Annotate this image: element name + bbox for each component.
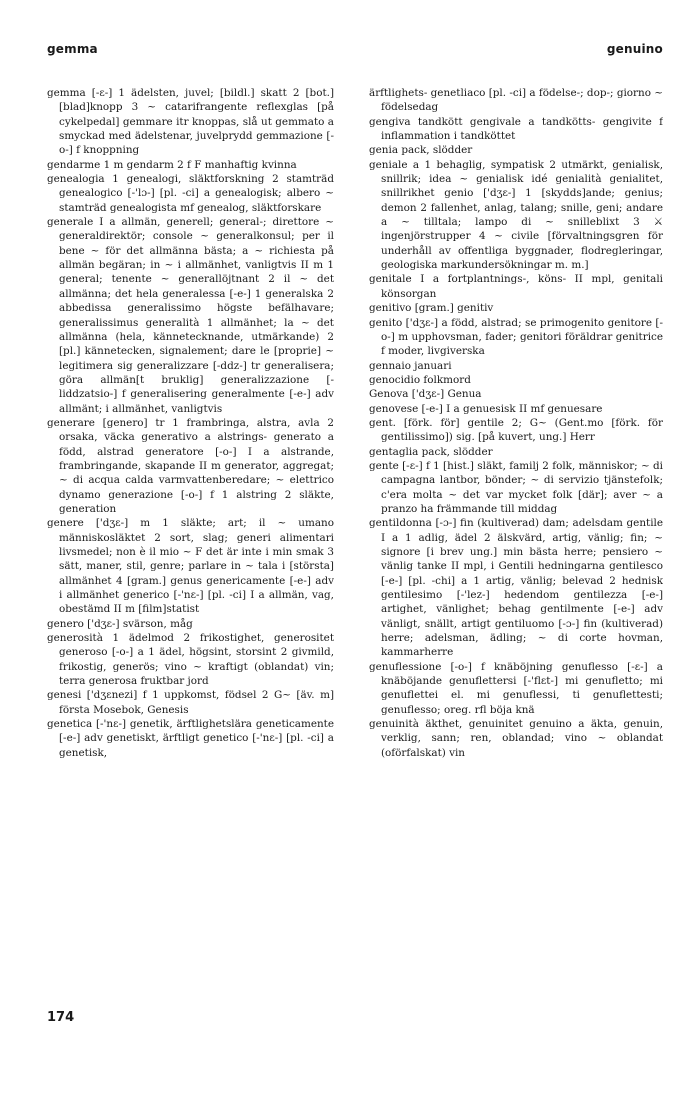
entry: gemma [-ɛ-] 1 ädelsten, juvel; [bildl.] skatt 2 [bot.] [blad]knopp 3 ~ catarifrangente reflexglas [på cykelpedal] gemmare itr knoppas, slå ut gemmato a smyckad med ädelstenar, juvelprydd gemmazione [-o-] f knoppning (47, 87, 334, 157)
entry: gendarme 1 m gendarm 2 f F manhaftig kvinna (47, 158, 297, 171)
entry: genere ['dʒɛ-] m 1 släkte; art; il ~ umano människosläktet 2 sort, slag; generi alimentari livsmedel; non è il mio ~ F det är inte i min smak 3 sätt, maner, stil, genre; parlare in ~ tala i [största] allmänhet 4 [gram.] genus genericamente [-e-] adv i allmänhet generico [-'nɛ-] [pl. -ci] I a allmän, vag, obestämd II m [film]statist (47, 517, 334, 616)
entry: gent. [förk. för] gentile 2; G~ (Gent.mo [förk. för gentilissimo]) sig. [på kuvert, ung.] Herr (369, 416, 663, 444)
entry: generare [genero] tr 1 frambringa, alstra, avla 2 orsaka, väcka generativo a alstrings- generato a född, alstrad generatore [-o-] I a alstrande, frambringande, skapande II m generator, aggregat; ~ di acqua calda varmvattenberedare; ~ elettrico dynamo generazione [-o-] f 1 alstring 2 släkte, generation (47, 416, 334, 515)
entry: genocidio folkmord (369, 373, 471, 386)
entry: genitale I a fortplantnings-, köns- II mpl, genitali könsorgan (369, 273, 663, 300)
left-column (47, 86, 334, 760)
right-column (369, 86, 663, 760)
entry: genuinità äkthet, genuinitet genuino a äkta, genuin, verklig, sann; ren, oblandad; vino ~ oblandat (oförfalskat) vin (369, 718, 663, 759)
right-guide-word: genuino (606, 42, 663, 56)
entry: ärftlighets- genetliaco [pl. -ci] a födelse-; dop-; giorno ~ födelsedag (369, 87, 663, 114)
entry: gente [-ɛ-] f 1 [hist.] släkt, familj 2 folk, människor; ~ di campagna lantbor, bönder; ~ di servizio tjänstefolk; c'era molta ~ det var mycket folk [där]; aver ~ a pranzo ha främmande till middag (369, 459, 663, 515)
entry: genero ['dʒɛ-] svärson, måg (47, 617, 193, 630)
entry: genia pack, slödder (369, 144, 473, 157)
entry: gentaglia pack, slödder (369, 445, 493, 458)
entry: gennaio januari (369, 359, 452, 372)
entry: genetica [-'nɛ-] genetik, ärftlighetslära geneticamente [-e-] adv genetiskt, ärftligt genetico [-'nɛ-] [pl. -ci] a genetisk, (47, 718, 334, 759)
page-number: 174 (47, 1010, 75, 1025)
entry: gentildonna [-ɔ-] fin (kultiverad) dam; adelsdam gentile I a 1 adlig, ädel 2 älskvärd, artig, vänlig; fin; ~ signore [i brev ung.] min bästa herre; pensiero ~ vänlig tanke II mpl, i Gentili hedningarna gentilesco [-e-] [pl. -chi] a 1 artig, vänlig; belevad 2 hednisk gentilesimo [-'lez-] hedendom gentilezza [-e-] artighet, vänlighet; behag gentilmente [-e-] adv vänligt, snällt, artigt gentiluomo [-ɔ-] fin (kultiverad) herre; adelsman, ädling; ~ di corte hovman, kammarherre (369, 517, 663, 659)
entry: genito ['dʒɛ-] a född, alstrad; se primogenito genitore [-o-] m upphovsman, fader; genitori föräldrar genitrice f moder, livgiverska (369, 316, 663, 358)
entry: genesi ['dʒɛnezi] f 1 uppkomst, födsel 2 G~ [äv. m] första Mosebok, Genesis (47, 689, 334, 716)
entry: genitivo [gram.] genitiv (369, 302, 494, 315)
entry: genealogia 1 genealogi, släktforskning 2 stamträd genealogico [-'lɔ-] [pl. -ci] a genealogisk; albero ~ stamträd genealogista mf genealog, släktforskare (47, 173, 334, 214)
entry: generale I a allmän, generell; general-; direttore ~ generaldirektör; console ~ generalkonsul; per il bene ~ för det allmänna bästa; a ~ richiesta på allmän begäran; in ~ i allmänhet, vanligtvis II m 1 general; tenente ~ generallöjtnant 2 il ~ det allmänna; det hela generalessa [-e-] 1 generalska 2 abbedissa generalissimo högste befälhavare; generalissimus generalità 1 allmänhet; la ~ det allmänna (hela, kännetecknande, utmärkande) 2 [pl.] kännetecken, signalement; dare le [proprie] ~ legitimera sig generalizzare [-ddz-] tr generalisera; göra allmän[t bruklig] generalizzazione [-liddzatsio-] f generalisering generalmente [-e-] adv allmänt; i allmänhet, vanligtvis (47, 216, 334, 415)
entry: genuflessione [-o-] f knäböjning genuflesso [-ɛ-] a knäböjande genuflettersi [-'flɛt-] mi genufletto; mi genuflettei el. mi genuflessi, ti genuflettesti; genuflesso; oreg. rfl böja knä (369, 660, 663, 716)
entry: Genova ['dʒɛ-] Genua (369, 388, 482, 401)
entry: generosità 1 ädelmod 2 frikostighet, generositet generoso [-o-] a 1 ädel, högsint, storsint 2 givmild, frikostig, generös; vino ~ kraftigt (oblandat) vin; terra generosa fruktbar jord (47, 632, 334, 688)
entry: geniale a 1 behaglig, sympatisk 2 utmärkt, genialisk, snillrik; idea ~ genialisk idé genialità genialitet, snillrikhet genio ['dʒɛ-] 1 [skydds]ande; genius; demon 2 fallenhet, anlag, talang; snille, geni; andare a ~ tilltala; lampo di ~ snilleblixt 3 ⚔ ingenjörstrupper 4 ~ civile [förvaltningsgren för underhåll av offentliga byggnader, flodregleringar, geologiska markundersökningar m. m.] (369, 158, 663, 272)
entry: gengiva tandkött gengivale a tandkötts- gengivite f inflammation i tandköttet (369, 115, 663, 143)
entry: genovese [-e-] I a genuesisk II mf genuesare (369, 402, 603, 415)
left-guide-word: gemma (47, 42, 98, 56)
